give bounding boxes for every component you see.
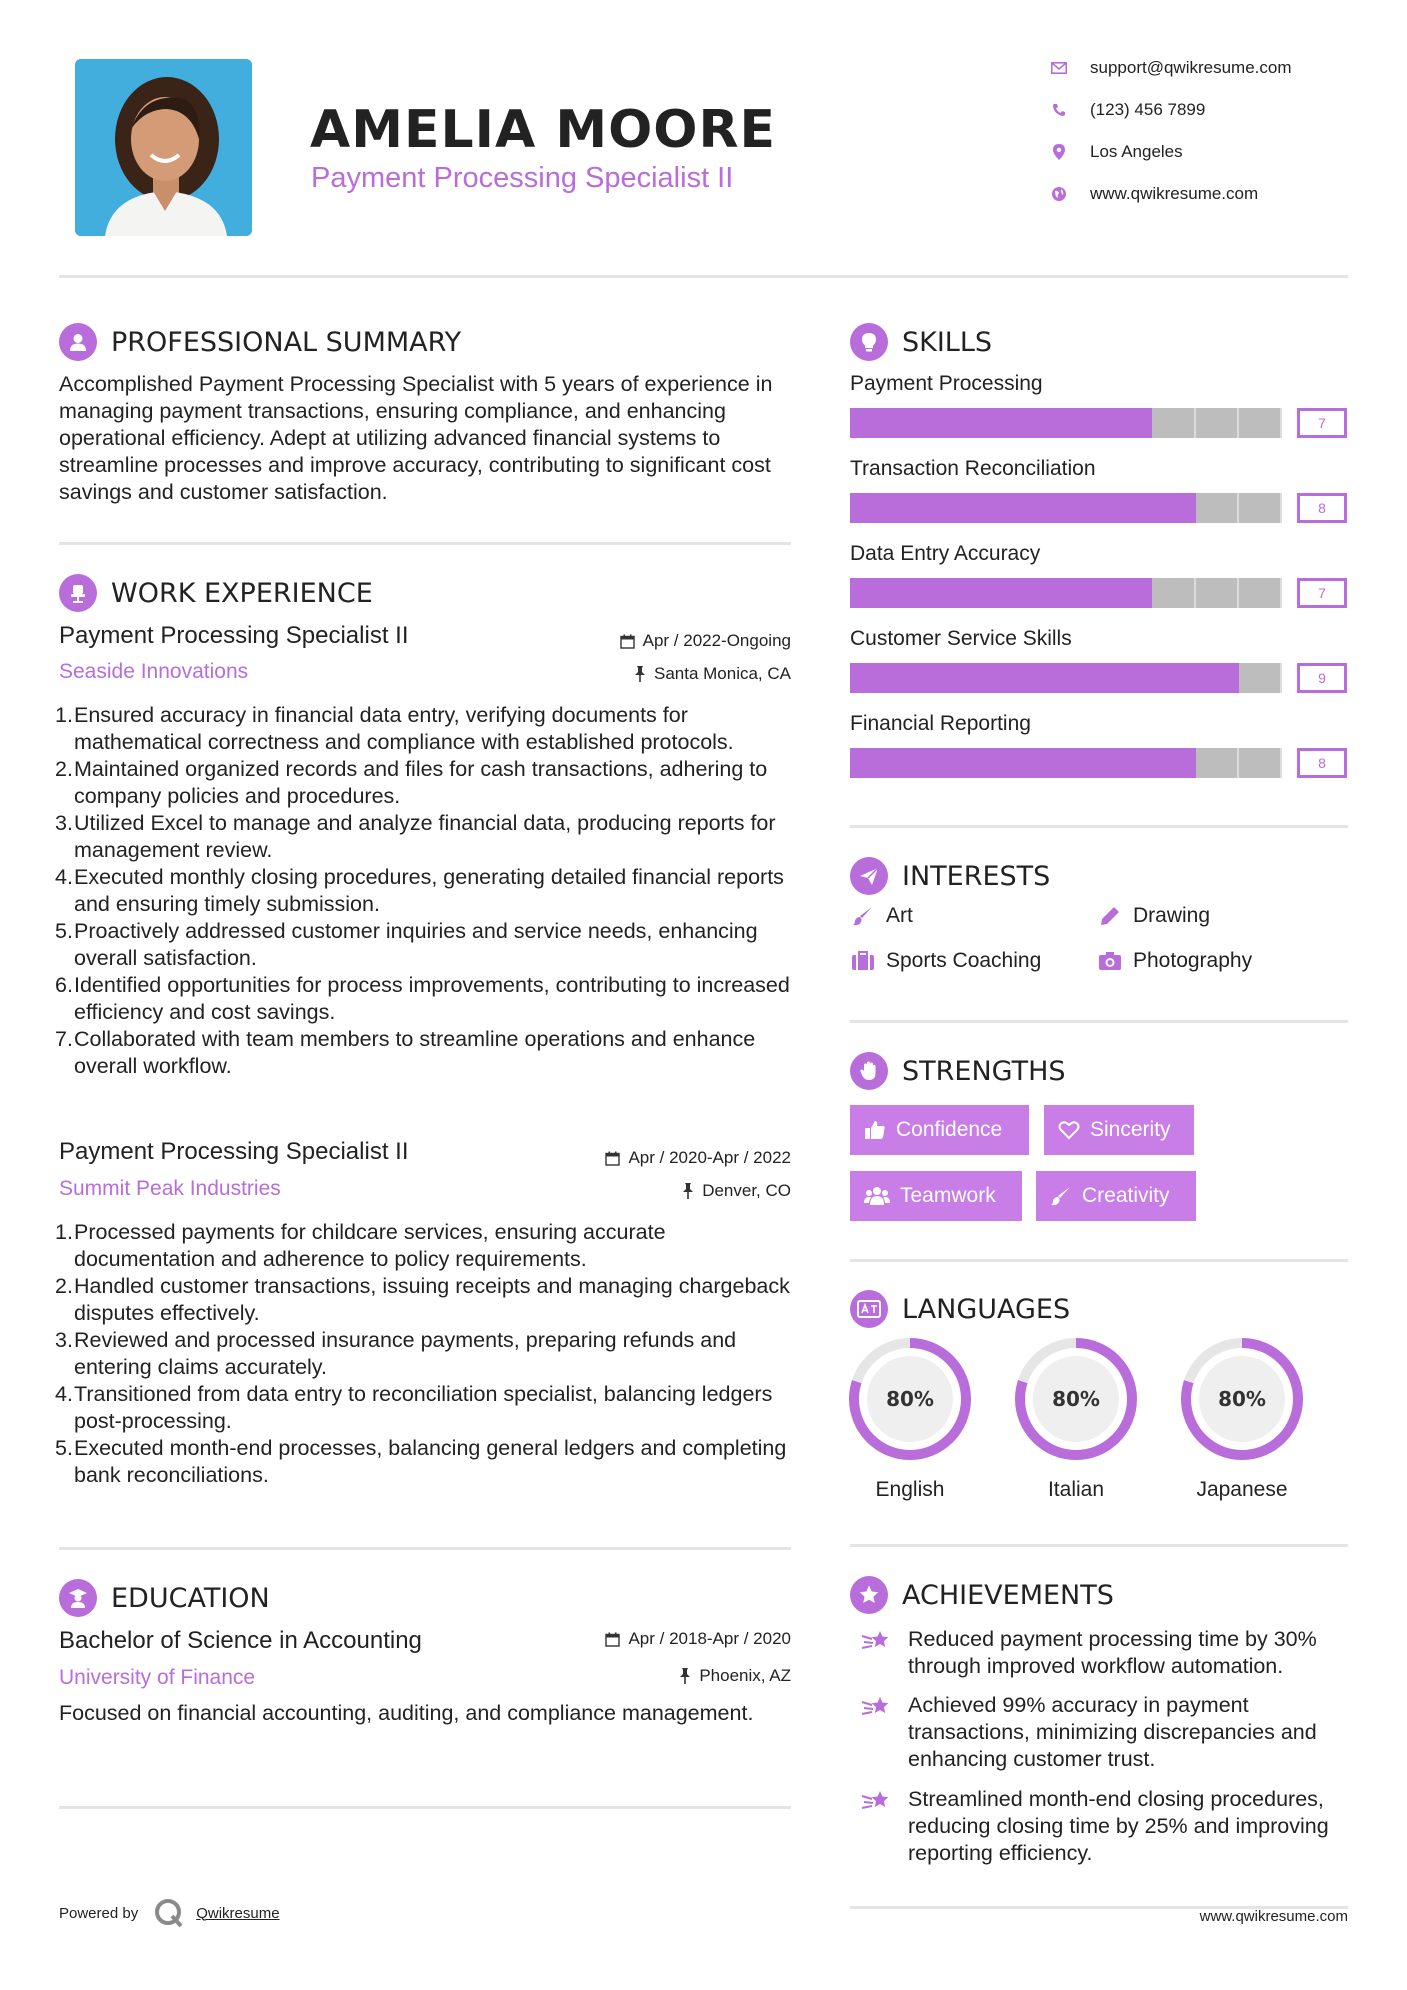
skill-bar: [850, 408, 1282, 438]
achievement-text: Reduced payment processing time by 30% through improved workflow automation.: [908, 1627, 1317, 1678]
education-dates: [560, 1629, 791, 1649]
candidate-title: Payment Processing Specialist II: [311, 162, 734, 194]
skill-bar-segment: [1152, 748, 1195, 778]
job-1-location: [560, 664, 791, 684]
interest-sports-coaching-label: Sports Coaching: [886, 949, 1042, 972]
contact-location-text: Los Angeles: [1090, 142, 1183, 161]
education-location-text: Phoenix, AZ: [699, 1666, 791, 1685]
achievements-heading: [850, 1576, 1114, 1614]
list-item: 7. Collaborated with team members to streamline operations and enhance overall workflow.: [55, 1027, 756, 1078]
education-degree: Bachelor of Science in Accounting: [59, 1627, 422, 1654]
skills-heading: [850, 323, 992, 361]
shooting-star-icon: [860, 1626, 894, 1680]
summary-text: Accomplished Payment Processing Specialist with 5 years of experience in managing payment transactions, ensuring compliance, and enhancing operational efficiency. Adept at utilizing advanced financial systems to streamline processes and improve accuracy, contributing to significant cost savings and customer satisfaction.: [59, 372, 773, 504]
footer-powered: [59, 1898, 280, 1928]
users-icon: [864, 1186, 890, 1206]
heart-icon: [1058, 1120, 1080, 1140]
job-2-bullets: [55, 1219, 799, 1489]
strength-teamwork-label: Teamwork: [900, 1184, 996, 1207]
powered-by-label: Powered by: [59, 1904, 139, 1922]
calendar-icon: [605, 1151, 620, 1166]
language-japanese-name: Japanese: [1196, 1478, 1288, 1501]
contact-email-text: support@qwikresume.com: [1090, 58, 1292, 77]
skill-bar-segment: [1239, 578, 1282, 608]
skill-score: 9: [1297, 663, 1347, 693]
brand-link[interactable]: Qwikresume: [196, 1904, 280, 1922]
skill-bar-segment: [1152, 663, 1195, 693]
lightbulb-icon: [850, 323, 888, 361]
education-location: [560, 1666, 791, 1686]
skill-bar-segment: [1023, 748, 1066, 778]
list-item: 3. Utilized Excel to manage and analyze financial data, producing reports for management review.: [55, 811, 776, 862]
thumbs-up-icon: [864, 1120, 886, 1140]
achievement-item: [860, 1626, 1360, 1680]
language-english-percent: 80%: [867, 1356, 953, 1442]
skill-score: 8: [1297, 493, 1347, 523]
camera-icon: [1097, 948, 1123, 974]
briefcase-chair-icon: [59, 574, 97, 612]
skill-bar-segment: [936, 578, 979, 608]
skill-bar-segment: [1152, 408, 1195, 438]
skill-bar-segment: [1066, 408, 1109, 438]
job-1-title: Payment Processing Specialist II: [59, 622, 409, 649]
skill-bar-segment: [936, 748, 979, 778]
strengths-divider: [850, 1259, 1348, 1262]
list-item: 6. Identified opportunities for process improvements, contributing to increased efficiency and cost savings.: [55, 973, 790, 1024]
strength-teamwork: [850, 1171, 1022, 1221]
skill-bar-segment: [980, 748, 1023, 778]
achievement-item: [860, 1786, 1360, 1867]
skill-label: Data Entry Accuracy: [850, 542, 1041, 565]
skill-bar-segment: [980, 578, 1023, 608]
skill-bar: [850, 748, 1282, 778]
location-pin-icon: [1050, 143, 1068, 161]
language-english-ring: [849, 1338, 971, 1460]
job-2-title: Payment Processing Specialist II: [59, 1138, 409, 1165]
skill-bar: [850, 663, 1282, 693]
skill-bar-segment: [1066, 578, 1109, 608]
candidate-name: AMELIA MOORE: [310, 100, 777, 160]
star-badge-icon: [850, 1576, 888, 1614]
skill-bar-segment: [1066, 493, 1109, 523]
list-item: 2. Handled customer transactions, issuing receipts and managing chargeback disputes effectively.: [55, 1274, 790, 1325]
skill-bar-segment: [1023, 408, 1066, 438]
achievement-text: Streamlined month-end closing procedures, reducing closing time by 25% and improving reporting efficiency.: [908, 1787, 1329, 1865]
list-item: 5. Proactively addressed customer inquiries and service needs, enhancing overall satisfaction.: [55, 919, 758, 970]
skill-bar-segment: [980, 408, 1023, 438]
skill-bar-segment: [1023, 663, 1066, 693]
strength-creativity: [1036, 1171, 1196, 1221]
briefcase-icon: [850, 948, 876, 974]
list-item: 5. Executed month-end processes, balancing general ledgers and completing bank reconciliations.: [55, 1436, 787, 1487]
skill-bar-segment: [850, 663, 893, 693]
skill-score: 7: [1297, 408, 1347, 438]
skill-label: Customer Service Skills: [850, 627, 1072, 650]
profile-photo: [75, 59, 252, 236]
achievement-text: Achieved 99% accuracy in payment transactions, minimizing discrepancies and enhancing customer trust.: [908, 1693, 1317, 1771]
language-english: [849, 1338, 971, 1502]
interests-title: INTERESTS: [902, 860, 1051, 892]
skills-divider: [850, 825, 1348, 828]
strength-sincerity-label: Sincerity: [1090, 1118, 1171, 1141]
education-heading: [59, 1579, 270, 1617]
job-2-dates: [560, 1148, 791, 1168]
language-italian-percent: 80%: [1033, 1356, 1119, 1442]
list-item: 4. Executed monthly closing procedures, generating detailed financial reports and ensuring timely submission.: [55, 865, 784, 916]
strength-confidence-label: Confidence: [896, 1118, 1003, 1141]
skill-bar-segment: [850, 493, 893, 523]
skill-bar-segment: [1239, 408, 1282, 438]
strength-confidence: [850, 1105, 1029, 1155]
job-1-company: Seaside Innovations: [59, 660, 249, 683]
job-2-dates-text: Apr / 2020-Apr / 2022: [628, 1148, 791, 1167]
strengths-heading: [850, 1052, 1066, 1090]
skill-score: 8: [1297, 748, 1347, 778]
job-1-bullets: [55, 702, 799, 1080]
list-item: 1. Ensured accuracy in financial data entry, verifying documents for mathematical correctness and compliance with established protocols.: [55, 703, 734, 754]
skill-bar-segment: [893, 663, 936, 693]
envelope-icon: [1050, 59, 1068, 77]
education-dates-text: Apr / 2018-Apr / 2020: [628, 1629, 791, 1648]
skill-bar: [850, 493, 1282, 523]
header-divider: [59, 275, 1348, 278]
pushpin-icon: [679, 1668, 691, 1684]
job-2-company: Summit Peak Industries: [59, 1177, 281, 1200]
summary-heading: [59, 323, 461, 361]
calendar-icon: [605, 1632, 620, 1647]
interest-sports-coaching: [850, 948, 1041, 974]
qwikresume-logo-icon: [154, 1898, 184, 1928]
summary-title: PROFESSIONAL SUMMARY: [111, 326, 462, 358]
skill-bar-segment: [1109, 578, 1152, 608]
languages-title: LANGUAGES: [902, 1293, 1071, 1325]
skill-label: Payment Processing: [850, 372, 1043, 395]
language-japanese-ring: [1181, 1338, 1303, 1460]
language-japanese-percent: 80%: [1199, 1356, 1285, 1442]
globe-icon: [1050, 185, 1068, 203]
skill-bar-segment: [936, 408, 979, 438]
skill-bar-segment: [1109, 748, 1152, 778]
footer-url[interactable]: www.qwikresume.com: [1199, 1908, 1348, 1925]
contact-location: [1050, 142, 1183, 162]
experience-divider: [59, 1547, 791, 1550]
paintbrush-icon: [850, 903, 876, 929]
skill-bar-segment: [1239, 748, 1282, 778]
achievement-item: [860, 1692, 1360, 1773]
experience-heading: [59, 574, 373, 612]
skill-bar-segment: [1196, 493, 1239, 523]
skill-bar-segment: [1023, 578, 1066, 608]
skill-bar-segment: [1023, 493, 1066, 523]
language-italian: [1015, 1338, 1137, 1502]
skill-bar-segment: [1109, 663, 1152, 693]
skill-score: 7: [1297, 578, 1347, 608]
skill-bar-segment: [1066, 663, 1109, 693]
language-english-name: English: [875, 1478, 945, 1501]
interests-heading: [850, 857, 1050, 895]
list-item: 4. Transitioned from data entry to reconciliation specialist, balancing ledgers post-processing.: [55, 1382, 773, 1433]
skill-bar-segment: [1196, 578, 1239, 608]
skill-bar-segment: [1239, 493, 1282, 523]
skill-bar-segment: [936, 663, 979, 693]
skill-bar-segment: [893, 748, 936, 778]
job-2-location-text: Denver, CO: [702, 1181, 791, 1200]
skill-bar-segment: [893, 408, 936, 438]
shooting-star-icon: [860, 1786, 894, 1867]
contact-email[interactable]: [1050, 58, 1292, 78]
skill-bar-segment: [980, 493, 1023, 523]
skill-label: Transaction Reconciliation: [850, 457, 1096, 480]
experience-title: WORK EXPERIENCE: [111, 577, 373, 609]
calendar-icon: [620, 634, 635, 649]
skill-bar-segment: [850, 748, 893, 778]
achievements-title: ACHIEVEMENTS: [902, 1579, 1114, 1611]
skill-bar-segment: [893, 578, 936, 608]
contact-phone[interactable]: [1050, 100, 1205, 120]
skill-label: Financial Reporting: [850, 712, 1031, 735]
phone-icon: [1050, 101, 1068, 119]
education-description: Focused on financial accounting, auditing, and compliance management.: [59, 1701, 754, 1725]
contact-website-text: www.qwikresume.com: [1090, 184, 1259, 203]
interest-art-label: Art: [886, 904, 913, 927]
languages-divider: [850, 1544, 1348, 1547]
skill-bar-segment: [1196, 408, 1239, 438]
paper-plane-icon: [850, 857, 888, 895]
contact-phone-text: (123) 456 7899: [1090, 100, 1206, 119]
job-1-dates: [560, 631, 791, 651]
skill-bar-segment: [1152, 493, 1195, 523]
education-divider: [59, 1806, 791, 1809]
pushpin-icon: [682, 1183, 694, 1199]
graduate-icon: [59, 1579, 97, 1617]
strength-creativity-label: Creativity: [1082, 1184, 1170, 1207]
strengths-title: STRENGTHS: [902, 1055, 1066, 1087]
education-school: University of Finance: [59, 1666, 256, 1689]
language-italian-name: Italian: [1047, 1478, 1105, 1501]
skill-bar-segment: [1196, 663, 1239, 693]
skill-bar-segment: [850, 578, 893, 608]
interest-photography-label: Photography: [1133, 949, 1253, 972]
translate-icon: [850, 1290, 888, 1328]
language-japanese: [1181, 1338, 1303, 1502]
job-2-location: [560, 1181, 791, 1201]
skill-bar-segment: [1152, 578, 1195, 608]
education-title: EDUCATION: [111, 1582, 270, 1614]
interests-divider: [850, 1020, 1348, 1023]
strength-sincerity: [1044, 1105, 1194, 1155]
skill-bar-segment: [1196, 748, 1239, 778]
job-1-dates-text: Apr / 2022-Ongoing: [642, 631, 791, 650]
skill-bar-segment: [893, 493, 936, 523]
language-italian-ring: [1015, 1338, 1137, 1460]
skill-bar-segment: [1109, 493, 1152, 523]
skill-bar-segment: [1109, 408, 1152, 438]
list-item: 1. Processed payments for childcare services, ensuring accurate documentation and adherence to policy requirements.: [55, 1220, 666, 1271]
summary-divider: [59, 542, 791, 545]
contact-website[interactable]: [1050, 184, 1258, 204]
skill-bar-segment: [980, 663, 1023, 693]
interest-drawing: [1097, 903, 1210, 929]
interest-art: [850, 903, 913, 929]
skills-title: SKILLS: [902, 326, 993, 358]
skill-bar-segment: [936, 493, 979, 523]
paintbrush-icon: [1050, 1185, 1072, 1207]
pushpin-icon: [634, 666, 646, 682]
skill-bar-segment: [1239, 663, 1282, 693]
raised-hand-icon: [850, 1052, 888, 1090]
pencil-icon: [1097, 903, 1123, 929]
user-icon: [59, 323, 97, 361]
list-item: 3. Reviewed and processed insurance payments, preparing refunds and entering claims accurately.: [55, 1328, 737, 1379]
skill-bar: [850, 578, 1282, 608]
interest-drawing-label: Drawing: [1133, 904, 1211, 927]
languages-heading: [850, 1290, 1070, 1328]
list-item: 2. Maintained organized records and files for cash transactions, adhering to company policies and procedures.: [55, 757, 768, 808]
interest-photography: [1097, 948, 1252, 974]
skill-bar-segment: [1066, 748, 1109, 778]
skill-bar-segment: [850, 408, 893, 438]
job-1-location-text: Santa Monica, CA: [653, 664, 791, 683]
shooting-star-icon: [860, 1692, 894, 1773]
